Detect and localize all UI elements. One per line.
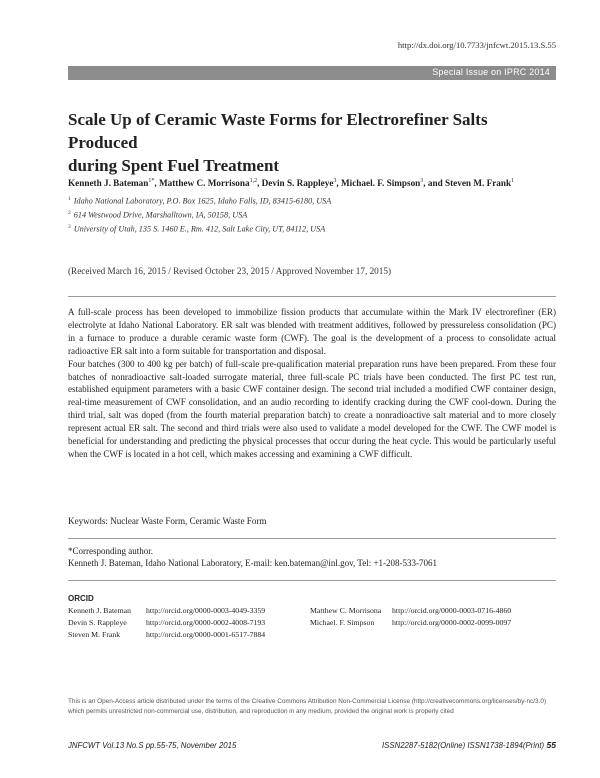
affiliation-1 [68, 196, 331, 206]
author-separator: , [257, 178, 262, 189]
special-issue-label: Special Issue on IPRC 2014 [432, 67, 550, 77]
orcid-author-name: Steven M. Frank [68, 630, 121, 639]
author-affiliation-mark: 1 [511, 178, 515, 184]
affiliation-text: 614 Westwood Drive, Marshalltown, IA, 50158, USA [73, 210, 248, 220]
divider [68, 296, 556, 297]
affiliation-number: 1 [68, 196, 71, 202]
orcid-author-name: Michael. F. Simpson [310, 618, 375, 627]
title-line-2: during Spent Fuel Treatment [68, 156, 280, 175]
author-separator: , [336, 178, 341, 189]
author-affiliation-mark: 1,2 [249, 178, 258, 184]
doi-link[interactable]: http://dx.doi.org/10.7733/jnfcwt.2015.13.S.55 [397, 40, 556, 50]
author-list [68, 178, 558, 188]
affiliation-2 [68, 210, 247, 220]
affiliation-number: 2 [68, 210, 71, 216]
author-name: Devin S. Rappleye [261, 178, 334, 189]
orcid-link[interactable]: http://orcid.org/0000-0001-6517-7884 [146, 630, 266, 639]
footer-issn: ISSN2287-5182(Online) ISSN1738-1894(Print) [382, 741, 545, 750]
author-name: Michael. F. Simpson [341, 178, 421, 189]
orcid-entry [310, 618, 511, 627]
orcid-link[interactable]: http://orcid.org/0000-0002-4008-7193 [146, 618, 266, 627]
affiliation-text: University of Utah, 135 S. 1460 E., Rm. 412, Salt Lake City, UT, 84112, USA [73, 224, 326, 234]
author-affiliation-mark: 1* [148, 178, 155, 184]
author-name: Matthew C. Morrisona [158, 178, 250, 189]
author-separator: , and [423, 178, 446, 189]
abstract-paragraph-1: A full-scale process has been developed to immobilize fission products that accumulate within the Mark IV electrorefiner (ER) electrolyte at Idaho National Laboratory. ER salt was blended with treatment additives, followed by pressureless consolidation (PC) in a furnace to produce a durable ceramic waste form (CWF). The goal is the development of a process to consolidate actual radioactive ER salt into a form suitable for transportation and disposal. [68, 307, 556, 356]
orcid-link[interactable]: http://orcid.org/0000-0002-0099-0097 [392, 618, 512, 627]
affiliation-number: 3 [68, 224, 71, 230]
divider [68, 538, 556, 539]
orcid-heading: ORCID [68, 594, 94, 603]
paper-title [68, 108, 548, 177]
abstract [68, 306, 556, 461]
abstract-paragraph-2: Four batches (300 to 400 kg per batch) of full-scale pre-qualification material preparation runs have been prepared. From these four batches of nonradioactive salt-loaded surrogate material, three full-scale PC trials have been conducted. The first PC test run, established equipment parameters with a basic CWF container design. The second trial included a modified CWF container design, real-time measurement of CWF consolidation, and an audio recording to identify cracking during the CWF cool-down. During the third trial, salt was doped (from the fourth material preparation batch) to create a nonradioactive salt material and to more closely represent actual ER salt. The second and third trials were also used to validate a model developed for the CWF. The CWF model is beneficial for understanding and predicting the physical processes that occur during the heat cycle. This would be particularly useful when the CWF is located in a hot cell, which makes accessing and examining a CWF difficult. [68, 358, 556, 459]
affiliation-3 [68, 224, 325, 234]
corresponding-author-details: Kenneth J. Bateman, Idaho National Laboratory, E-mail: ken.bateman@inl.gov, Tel: +1-208-533-7061 [68, 558, 438, 568]
author-name: Steven M. Frank [445, 178, 512, 189]
title-line-1: Scale Up of Ceramic Waste Forms for Electrorefiner Salts Produced [68, 110, 488, 152]
orcid-entry [68, 606, 265, 615]
orcid-author-name: Devin S. Rappleye [68, 618, 127, 627]
orcid-author-name: Matthew C. Morrisona [310, 606, 382, 615]
keywords: Keywords: Nuclear Waste Form, Ceramic Waste Form [68, 516, 267, 526]
special-issue-banner [68, 66, 556, 80]
orcid-entry [310, 606, 511, 615]
author-separator: , [154, 178, 159, 189]
divider [68, 580, 556, 581]
author-affiliation-mark: 3 [420, 178, 424, 184]
orcid-link[interactable]: http://orcid.org/0000-0003-0716-4860 [392, 606, 512, 615]
orcid-entry [68, 618, 265, 627]
orcid-author-name: Kenneth J. Bateman [68, 606, 132, 615]
author-name: Kenneth J. Bateman [68, 178, 149, 189]
orcid-entry [68, 630, 265, 639]
corresponding-author-label: *Corresponding author. [68, 546, 153, 556]
affiliation-text: Idaho National Laboratory, P.O. Box 1625, Idaho Falls, ID, 83415-6180, USA [73, 196, 332, 206]
received-dates: (Received March 16, 2015 / Revised October 23, 2015 / Approved November 17, 2015) [68, 266, 392, 276]
author-affiliation-mark: 3 [333, 178, 337, 184]
footer-journal-citation: JNFCWT Vol.13 No.S pp.55-75, November 2015 [68, 741, 237, 750]
license-notice: This is an Open-Access article distributed under the terms of the Creative Commons Attribution Non-Commercial License (http://creativecommons.org/licenses/by-nc/3.0) which permits unrestricted non-commercial use, distribution, and reproduction in any medium, provided the original work is properly cited [68, 698, 547, 716]
orcid-link[interactable]: http://orcid.org/0000-0003-4049-3359 [146, 606, 266, 615]
page-number: 55 [546, 740, 556, 750]
